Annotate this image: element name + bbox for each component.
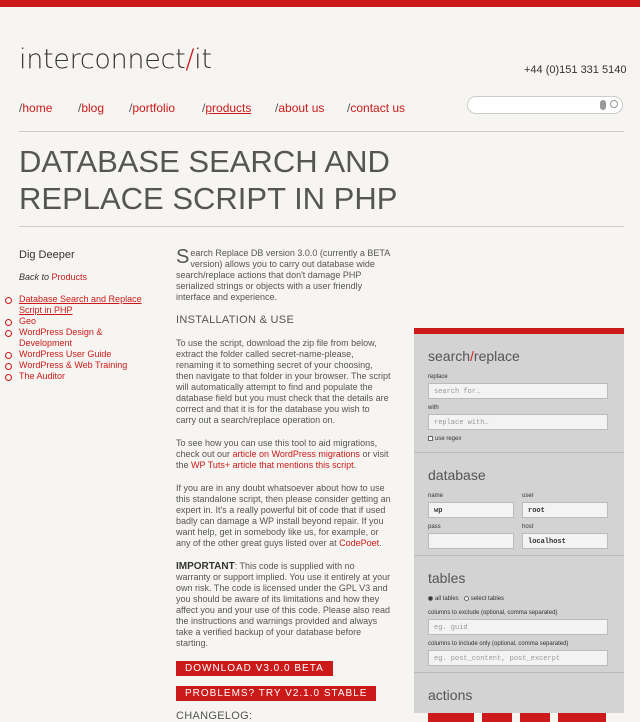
top-accent-bar: [0, 0, 640, 7]
search-replace-preview: [414, 328, 624, 713]
tables-radio[interactable]: all tables select tables: [428, 596, 610, 602]
include-label: columns to include only (optional, comma separated): [428, 641, 569, 648]
database-title: database: [428, 467, 486, 484]
nav-contact-us[interactable]: /contact us: [347, 101, 406, 115]
nav-portfolio[interactable]: /portfolio: [129, 101, 176, 115]
sidebar-item[interactable]: The Auditor: [5, 371, 155, 382]
action-button[interactable]: [520, 713, 550, 722]
wptuts-article-link[interactable]: WP Tuts+ article that mentions this script: [191, 460, 354, 470]
site-logo[interactable]: [19, 44, 212, 75]
action-buttons: [414, 713, 624, 722]
sidebar-list: [5, 294, 155, 382]
regex-checkbox[interactable]: use regex: [428, 436, 610, 442]
db-name-input[interactable]: wp: [428, 502, 514, 518]
sidebar-item[interactable]: Database Search and Replace Script in PHP: [5, 294, 155, 316]
name-label: name: [428, 493, 444, 500]
download-button[interactable]: DOWNLOAD V3.0.0 BETA: [176, 661, 333, 676]
host-label: host: [522, 524, 534, 531]
action-button[interactable]: [482, 713, 512, 722]
migrations-article-link[interactable]: article on WordPress migrations: [232, 449, 360, 459]
install-heading: INSTALLATION & USE: [176, 314, 295, 326]
expert-paragraph: If you are in any doubt whatsoever about how to use this standalone script, then please consider getting an expert in. It's a really powerful bit of code that if used badly can damage a WP install beyond repair. If you want help, get in somebody like us, for example, or any of the other great guys listed over at CodePoet.: [176, 483, 391, 548]
panel-divider: [414, 555, 624, 556]
db-host-input[interactable]: localhost: [522, 533, 608, 549]
sidebar-heading: Dig Deeper: [19, 249, 75, 261]
nav-blog[interactable]: /blog: [78, 101, 105, 115]
nav-about-us[interactable]: /about us: [275, 101, 325, 115]
with-input[interactable]: replace with…: [428, 414, 608, 430]
intro-paragraph: Search Replace DB version 3.0.0 (currently a BETA version) allows you to carry out database wide search/replace actions that don't damage PHP serialized strings or objects with a user friendly interface and experience.: [176, 246, 390, 302]
install-paragraph: To use the script, download the zip file from below, extract the folder called secret-name-please, renaming it to something secret of your choosing, then navigate to that folder in your browser. The script will automatically attempt to find and populate the database field but you must check that the details are correct and that it is for the database you wish to carry out a search/replace operation on.: [176, 338, 391, 425]
title-divider: [19, 226, 624, 227]
nav-products[interactable]: /products: [202, 101, 252, 115]
logo-slash: /: [185, 44, 195, 75]
panel-title: search/replace: [428, 348, 520, 364]
user-label: user: [522, 493, 534, 500]
migration-paragraph: To see how you can use this tool to aid migrations, check out our article on WordPress migrations or visit the WP Tuts+ article that mentions this script.: [176, 438, 389, 470]
actions-title: actions: [428, 687, 473, 704]
main-content: [176, 248, 391, 722]
replace-input[interactable]: search for…: [428, 383, 608, 399]
sidebar-item[interactable]: Geo: [5, 316, 155, 327]
search-input[interactable]: [467, 96, 623, 114]
include-input[interactable]: eg. post_content, post_excerpt: [428, 650, 608, 666]
logo-tail: it: [194, 44, 212, 75]
important-paragraph: IMPORTANT: This code is supplied with no warranty or support implied. You use it entirely at your own risk. The code is licensed under the GPL V3 and you should be aware of its limitations and how they affect you and your use of this code. Please also read the instructions and warnings provided and always take a verified backup of your database before starting.: [176, 561, 391, 648]
changelog-heading: CHANGELOG:: [176, 710, 253, 722]
sidebar-item[interactable]: WordPress Design & Development: [5, 327, 155, 349]
problems-button[interactable]: PROBLEMS? TRY V2.1.0 STABLE: [176, 686, 376, 701]
tables-title: tables: [428, 570, 466, 587]
sidebar-item[interactable]: WordPress User Guide: [5, 349, 155, 360]
header-divider: [19, 131, 624, 132]
sidebar-back: Back to Products: [19, 272, 88, 282]
microphone-icon[interactable]: [600, 100, 606, 110]
codepoet-link[interactable]: CodePoet: [339, 538, 380, 548]
action-button[interactable]: [428, 713, 474, 722]
search-icon[interactable]: [610, 100, 618, 108]
exclude-label: columns to exclude (optional, comma separated): [428, 610, 558, 617]
sidebar-item[interactable]: WordPress & Web Training: [5, 360, 155, 371]
logo-main: interconnect: [19, 44, 186, 75]
exclude-input[interactable]: eg. guid: [428, 619, 608, 635]
with-label: with: [428, 405, 439, 411]
db-pass-input[interactable]: [428, 533, 514, 549]
pass-label: pass: [428, 524, 441, 531]
phone-number: +44 (0)151 331 5140: [524, 64, 627, 76]
panel-divider: [414, 672, 624, 673]
back-to-products-link[interactable]: Products: [51, 272, 88, 282]
replace-label: replace: [428, 374, 448, 380]
main-nav: [19, 101, 459, 117]
nav-home[interactable]: /home: [19, 101, 53, 115]
db-user-input[interactable]: root: [522, 502, 608, 518]
action-button[interactable]: [558, 713, 606, 722]
panel-divider: [414, 452, 624, 453]
page-title: DATABASE SEARCH AND REPLACE SCRIPT IN PHP: [19, 144, 398, 216]
